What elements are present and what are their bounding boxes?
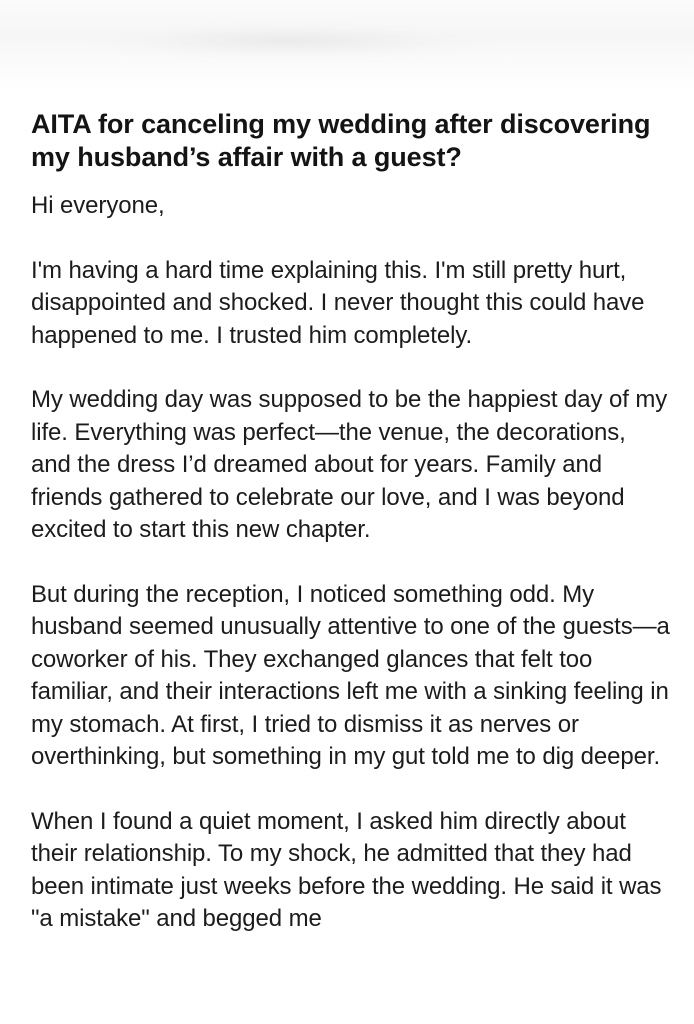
blurred-header-area [90, 22, 490, 60]
post-paragraph: But during the reception, I noticed something odd. My husband seemed unusually attentive to one of the guests—a coworker of his. They exchanged glances that felt too familiar, and their interactions left me with a sinking feeling in my stomach. At first, I tried to dismiss it as nerves or overthinking, but something in my gut told me to dig deeper. [31, 580, 670, 770]
post-paragraph: I'm having a hard time explaining this. I'm still pretty hurt, disappointed and shocked. I never thought this could have happened to me. I trusted him completely. [31, 256, 645, 349]
post-paragraph: My wedding day was supposed to be the happiest day of my life. Everything was perfect—the venue, the decorations, and the dress I’d dreamed about for years. Family and friends gathered to celebrate our love, and I was beyond excited to start this new chapter. [31, 386, 668, 543]
post-paragraph: When I found a quiet moment, I asked him directly about their relationship. To my shock, he admitted that they had been intimate just weeks before the wedding. He said it was "a mistake" and begged me [31, 807, 662, 932]
post-article [31, 108, 671, 968]
post-title: AITA for canceling my wedding after discovering my husband’s affair with a guest? [31, 109, 651, 172]
post-greeting: Hi everyone, [31, 192, 165, 219]
